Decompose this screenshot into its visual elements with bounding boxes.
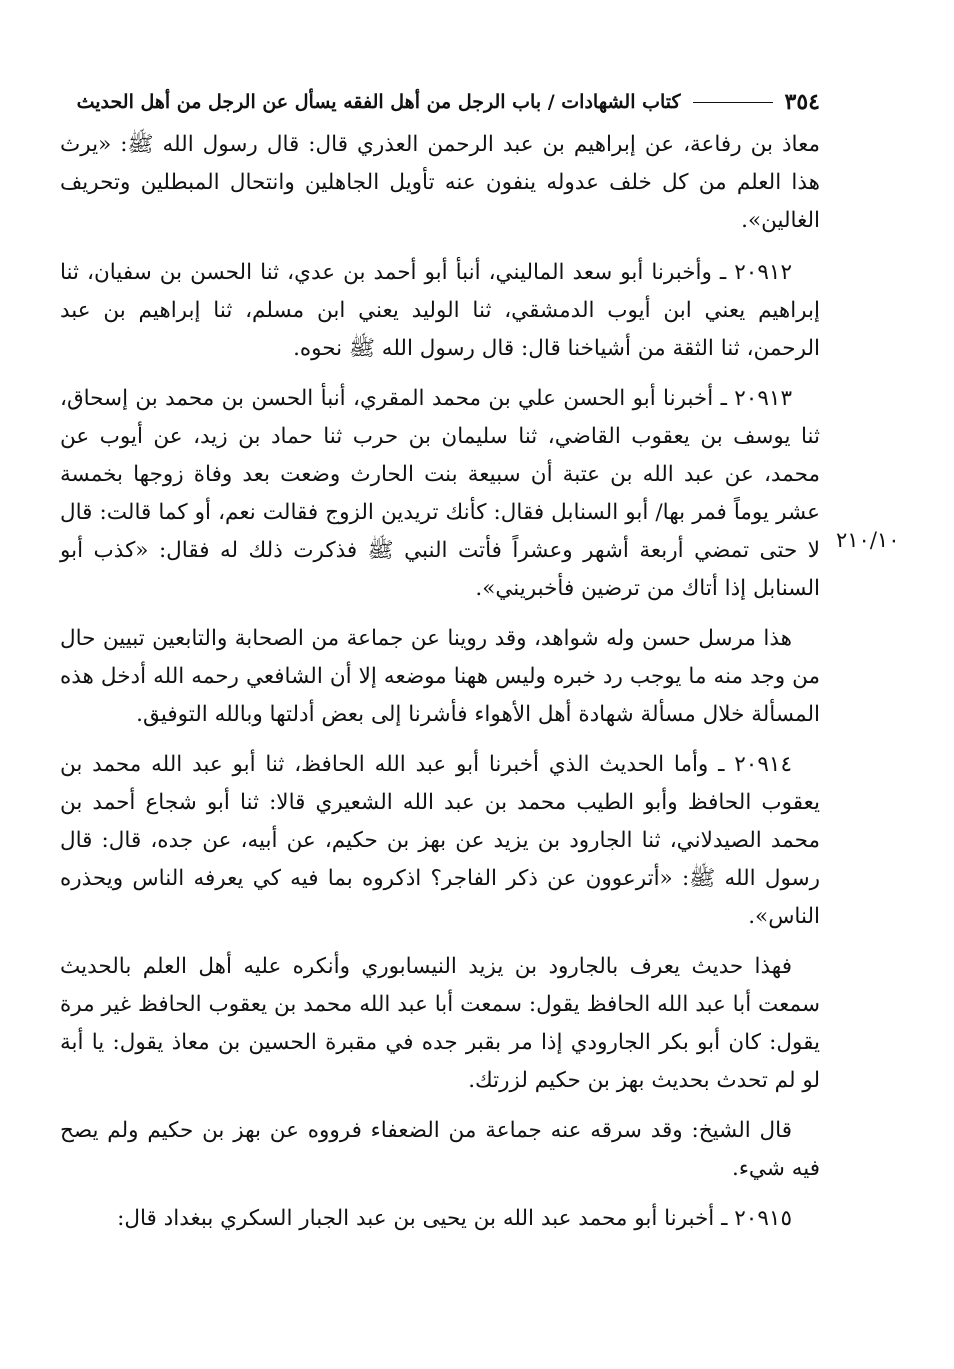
document-page bbox=[60, 80, 820, 1250]
paragraph: فهذا حديث يعرف بالجارود بن يزيد النيسابوري وأنكره عليه أهل العلم بالحديث سمعت أبا عبد الله الحافظ يقول: سمعت أبا عبد الله محمد بن يعقوب الحافظ غير مرة يقول: كان أبو بكر الجارودي إذا مر بقبر جده في مقبرة الحسين بن معاذ يقول: يا أبة لو لم تحدث بحديث بهز بن حكيم لزرتك. bbox=[60, 954, 820, 1093]
paragraph: هذا مرسل حسن وله شواهد، وقد روينا عن جماعة من الصحابة والتابعين تبيين حال من وجد منه ما يوجب رد خبره وليس ههنا موضعه إلا أن الشافعي رحمه الله أدخل هذه المسألة خلال مسألة شهادة أهل الأهواء فأشرنا إلى بعض أدلتها وبالله التوفيق. bbox=[60, 626, 820, 727]
page-number: ٣٥٤ bbox=[784, 89, 820, 115]
paragraph: معاذ بن رفاعة، عن إبراهيم بن عبد الرحمن العذري قال: قال رسول الله ﷺ: «يرث هذا العلم من كل خلف عدوله ينفون عنه تأويل الجاهلين وانتحال المبطلين وتحريف الغالين». bbox=[60, 132, 820, 233]
paragraph: قال الشيخ: وقد سرقه عنه جماعة من الضعفاء فرووه عن بهز بن حكيم ولم يصح فيه شيء. bbox=[60, 1118, 820, 1181]
paragraph: ٢٠٩١٢ ـ وأخبرنا أبو سعد الماليني، أنبأ أبو أحمد بن عدي، ثنا الحسن بن سفيان، ثنا إبراهيم يعني ابن أيوب الدمشقي، ثنا الوليد يعني ابن مسلم، ثنا إبراهيم بن عبد الرحمن، ثنا الثقة من أشياخنا قال: قال رسول الله ﷺ نحوه. bbox=[60, 260, 820, 361]
paragraph: ٢٠٩١٣ ـ أخبرنا أبو الحسن علي بن محمد المقري، أنبأ الحسن بن محمد بن إسحاق، ثنا يوسف بن يعقوب القاضي، ثنا سليمان بن حرب ثنا حماد بن زيد، عن أيوب عن محمد، عن عبد الله بن عتبة أن سبيعة بنت الحارث وضعت بعد وفاة زوجها بخمسة عشر يوماً فمر بها/ أبو السنابل فقال: كأنك تريدين الزوج فقالت نعم، أو كما قالت: قال لا حتى تمضي أربعة أشهر وعشراً فأتت النبي ﷺ فذكرت ذلك له فقال: «كذب أبو السنابل إذا أتاك من ترضين فأخبريني». bbox=[60, 386, 820, 601]
header-rule bbox=[693, 102, 773, 103]
body-text bbox=[60, 126, 820, 1238]
margin-volume-page-note: ٢١٠/١٠ bbox=[836, 528, 900, 552]
paragraph: ٢٠٩١٥ ـ أخبرنا أبو محمد عبد الله بن يحيى بن عبد الجبار السكري ببغداد قال: bbox=[117, 1206, 792, 1231]
paragraph: ٢٠٩١٤ ـ وأما الحديث الذي أخبرنا أبو عبد الله الحافظ، ثنا أبو عبد الله محمد بن يعقوب الحافظ وأبو الطيب محمد بن عبد الله الشعيري قالا: ثنا أبو شجاع أحمد بن محمد الصيدلاني، ثنا الجارود بن يزيد عن بهز بن حكيم، عن أبيه، عن جده، قال: قال رسول الله ﷺ: «أترعوون عن ذكر الفاجر؟ اذكروه بما فيه كي يعرفه الناس ويحذره الناس». bbox=[60, 752, 820, 929]
running-header bbox=[60, 80, 820, 124]
header-title: كتاب الشهادات / باب الرجل من أهل الفقه يسأل عن الرجل من أهل الحديث bbox=[76, 91, 681, 113]
